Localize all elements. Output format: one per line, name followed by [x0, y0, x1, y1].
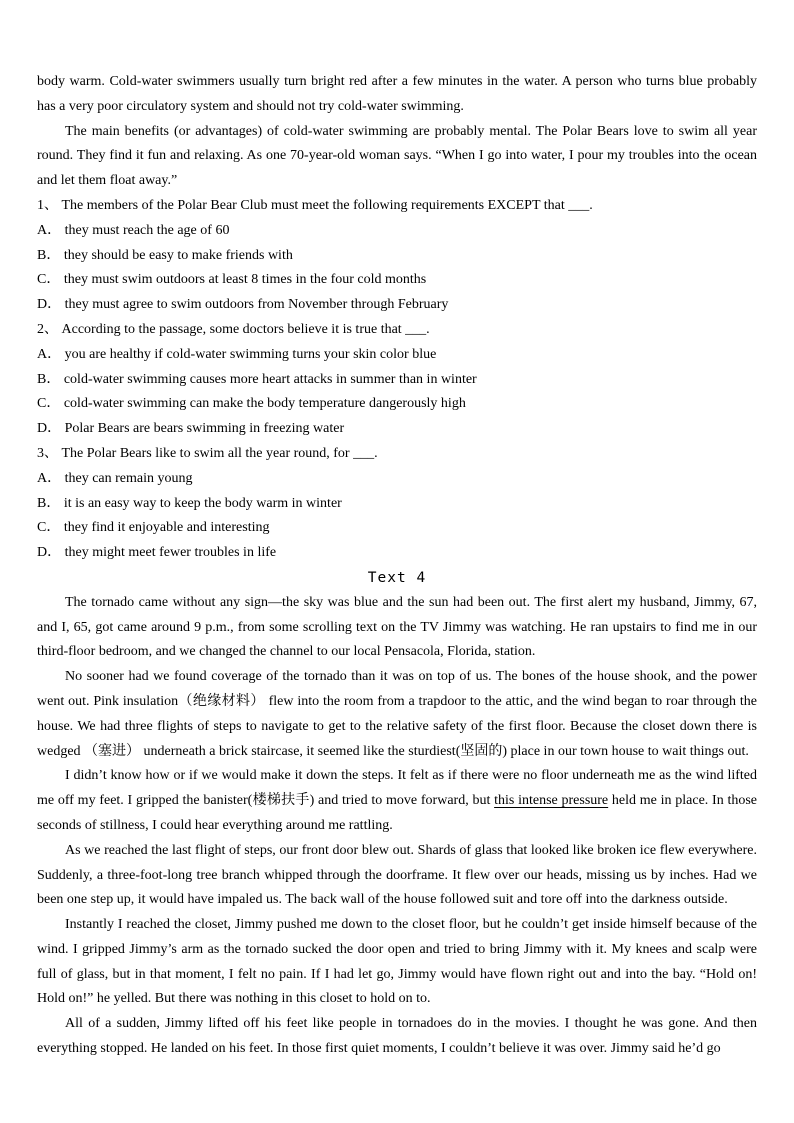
- text4-heading: Text 4: [367, 569, 427, 586]
- text4-paragraph-3-underlined-phrase: this intense pressure: [494, 793, 609, 809]
- passage3-paragraph-continuation: body warm. Cold-water swimmers usually turn bright red after a few minutes in the water. A person who turns blue probably has a very poor circulatory system and should not try cold-water swimming.: [37, 74, 757, 114]
- question-3: [37, 442, 757, 566]
- text4-paragraph-3-after: held me in place. In those seconds of stillness, I could hear everything around me rattling.: [37, 793, 758, 833]
- question-2-option-b: B． cold-water swimming causes more heart attacks in summer than in winter: [37, 371, 477, 387]
- question-3-option-d: D． they might meet fewer troubles in life: [37, 545, 277, 561]
- question-3-option-b: B． it is an easy way to keep the body warm in winter: [37, 495, 342, 511]
- question-1-option-c: C． they must swim outdoors at least 8 times in the four cold months: [37, 272, 427, 288]
- question-2-stem: 2、 According to the passage, some doctors believe it is true that ___.: [37, 321, 430, 337]
- question-1-option-d: D． they must agree to swim outdoors from November through February: [37, 297, 449, 313]
- question-1-option-b: B． they should be easy to make friends with: [37, 247, 293, 263]
- question-3-stem: 3、 The Polar Bears like to swim all the year round, for ___.: [37, 445, 378, 461]
- question-1-option-a: A． they must reach the age of 60: [37, 222, 230, 238]
- question-3-option-a: A． they can remain young: [37, 470, 193, 486]
- question-3-option-c: C． they find it enjoyable and interesting: [37, 520, 270, 536]
- text4-paragraph-3-before: I didn’t know how or if we would make it down the steps. It felt as if there were no floor underneath me as the wind lifted me off my feet. I gripped the banister(楼梯扶手) and tried to move forward, but: [37, 768, 757, 809]
- question-2-option-c: C． cold-water swimming can make the body temperature dangerously high: [37, 396, 466, 412]
- text4-paragraph-6: All of a sudden, Jimmy lifted off his feet like people in tornadoes do in the movies. I thought he was gone. And then everything stopped. He landed on his feet. In those first quiet moments, I couldn’t believe it was over. Jimmy said he’d go: [37, 1016, 757, 1057]
- text4-paragraph-1: The tornado came without any sign—the sky was blue and the sun had been out. The first alert my husband, Jimmy, 67, and I, 65, got came around 9 p.m., from some scrolling text on the TV Jimmy was watching. He ran upstairs to find me in our third-floor bedroom, and we changed the channel to our local Pensacola, Florida, station.: [37, 594, 757, 660]
- text4-paragraph-5: Instantly I reached the closet, Jimmy pushed me down to the closet floor, but he couldn’t get inside himself because of the wind. I gripped Jimmy’s arm as the tornado sucked the door open and tried to bring Jimmy with it. My knees and scalp were full of glass, but in that moment, I felt no pain. If I had let go, Jimmy would have flown right out and into the bay. “Hold on! Hold on!” he yelled. But there was nothing in this closet to hold on to.: [37, 917, 757, 1007]
- question-1-stem: 1、 The members of the Polar Bear Club must meet the following requirements EXCEPT that ___.: [37, 197, 593, 213]
- question-2: [37, 318, 757, 442]
- text4-paragraph-2: No sooner had we found coverage of the tornado than it was on top of us. The bones of the house shook, and the power went out. Pink insulation（绝缘材料） flew into the room from a trapdoor to the attic, and the wind began to roar through the house. We had three flights of steps to navigate to get to the relative safety of the first floor. Because the closet down there is wedged （塞进） underneath a brick staircase, it seemed like the sturdiest(坚固的) place in our town house to wait things out.: [37, 669, 757, 759]
- text4-paragraph-4: As we reached the last flight of steps, our front door blew out. Shards of glass that looked like broken ice flew everywhere. Suddenly, a three-foot-long tree branch whipped through the doorframe. It flew over our heads, missing us by inches. Had we been one step up, it would have impaled us. The back wall of the house followed suit and tore off into the darkness outside.: [37, 842, 757, 908]
- question-2-option-d: D． Polar Bears are bears swimming in freezing water: [37, 421, 345, 437]
- question-1: [37, 194, 757, 318]
- text4-passage: [37, 591, 757, 1062]
- question-2-option-a: A． you are healthy if cold-water swimming turns your skin color blue: [37, 346, 437, 362]
- passage3-paragraph-2: The main benefits (or advantages) of cold-water swimming are probably mental. The Polar Bears love to swim all year round. They find it fun and relaxing. As one 70-year-old woman says. “When I go into water, I pour my troubles into the ocean and let them float away.”: [37, 123, 757, 189]
- text4-paragraph-3: [37, 764, 757, 838]
